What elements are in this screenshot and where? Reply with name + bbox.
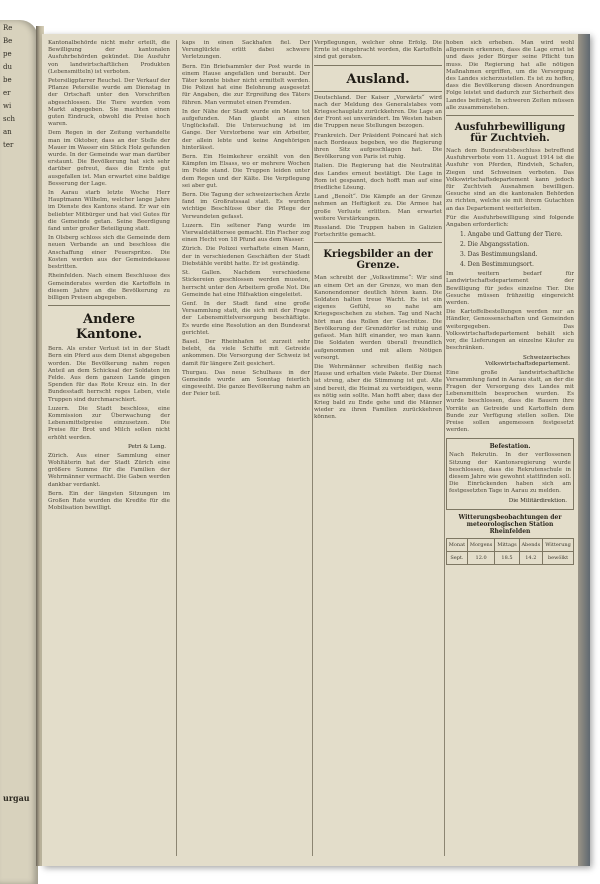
article-paragraph: Deutschland. Der Kaiser „Vorwärts“ wird nach der Meldung des Generalstabes vom Kriegsschauplatz zurückkehren. Die Lage an der Front sei unverändert. Im Westen haben die Truppen neue Stellungen bezogen. [314, 94, 442, 130]
table-cell: 14.2 [519, 551, 542, 564]
article-paragraph: Im weitern bedarf für Landwirtschaftsdepartement der Bewilligung für jedes einzelne Tier. Die Gesuche müssen frühzeitig eingereicht werden. [446, 271, 574, 307]
weather-table-title: Witterungsbeobachtungen der meteorologischen Station Rheinfelden [458, 513, 562, 535]
article-paragraph: Für die Ausfuhrbewilligung sind folgende Angaben erforderlich: [446, 214, 574, 229]
left-frag: Re [3, 24, 13, 32]
article-paragraph: Basel. Der Rheinhafen ist zurzeit sehr belebt, da viele Schiffe mit Getreide ankommen. Die Versorgung der Schweiz ist damit für längere Zeit gesichert. [182, 338, 310, 367]
notice-title: Befestation. [489, 443, 531, 451]
column-rule [176, 40, 177, 856]
column-rule [444, 40, 445, 856]
left-page-edge [0, 20, 38, 884]
table-header: Witterung [543, 538, 574, 551]
article-paragraph: kaps in einen Sackhafen fiel. Der Verunglückte erlitt dabei schwere Verletzungen. [182, 40, 310, 61]
article-paragraph: Die Wehrmänner schreiben fleißig nach Hause und erhalten viele Pakete. Der Dienst ist streng, aber die Stimmung ist gut. Alle sind bereit, die Heimat zu verteidigen, wenn es nötig sein sollte. Man hofft aber, dass der Krieg bald zu Ende gehe und die Männer wieder zu ihren Familien zurückkehren können. [314, 363, 442, 421]
article-paragraph: Thurgau. Das neue Schulhaus in der Gemeinde wurde am Sonntag feierlich eingeweiht. Die ganze Bevölkerung nahm an der Feier teil. [182, 369, 310, 398]
table-header: Monat [447, 538, 468, 551]
notice-box [446, 438, 574, 509]
article-paragraph: Nach dem Bundesratsbeschluss betreffend Ausfuhrverbote vom 11. August 1914 ist die Ausfuhr von Pferden, Rindvieh, Schafen, Ziegen und Schweinen verboten. Das Volkswirtschaftsdepartement kann jedoch für Zuchtvieh Ausnahmen bewilligen. Gesuche sind an die kantonalen Behörden zu richten, welche sie mit ihrem Gutachten an das Departement weiterleiten. [446, 148, 574, 212]
notice-text: Nach Rekrutin. In der verflossenen Sitzung der Kantonsregierung wurde beschlossen, dass die Rekrutenschule in diesem Jahre wie gewohnt stattfinden soll. Die Einrückenden haben sich am festgesetzten Tage in Aarau zu melden. [449, 452, 571, 495]
article-paragraph: Verpflegungen, welcher ohne Erfolg. Die Ernte ist eingebracht worden, die Kartoffeln sind gut geraten. [314, 40, 442, 61]
section-headline: Ausfuhrbewilligung für Zuchtvieh. [454, 122, 566, 145]
left-frag: an [3, 128, 12, 136]
article-paragraph: In Aarau starb letzte Woche Herr Hauptmann Wilhelm, welcher lange Jahre im Dienste des Kantons stand. Er war ein beliebter Mitbürger und hat viel Gutes für die Gemeinde getan. Seine Beerdigung fand unter großer Beteiligung statt. [48, 190, 170, 233]
article-paragraph: Petersiligpfarrer Reuchel. Der Verkauf der Pflanze Petersilie wurde am Dienstag in der Ortschaft unter den Vorschriften abgeschlossen. Die Tiere wurden vom Markt abgegeben. Sie machten einen guten Eindruck, obwohl die Preise hoch waren. [48, 78, 170, 128]
left-frag: be [3, 76, 12, 84]
table-header: Morgens [467, 538, 494, 551]
article-paragraph: Bern. Die Tagung der schweizerischen Ärzte fand im Großratssaal statt. Es wurden wichtige Beschlüsse über die Pflege der Verwundeten gefasst. [182, 192, 310, 220]
table-cell: 12.0 [467, 551, 494, 564]
article-paragraph: Die Kartoffelbestellungen werden nur an Händler, Genossenschaften und Gemeinden weitergegeben. Das Volkswirtschaftsdepartement behält sich vor, die Lieferungen an einzelne Käufer zu beschränken. [446, 309, 574, 352]
left-frag: sch [3, 115, 16, 123]
left-frag: ter [3, 141, 14, 149]
section-headline: Andere Kantone. [75, 312, 143, 343]
newspaper-page [42, 34, 590, 866]
article-paragraph: Bern. Ein der längsten Sitzungen im Großen Rate wurden die Kredite für die Mobilisation bewilligt. [48, 490, 170, 512]
table-header: Mittags [495, 538, 519, 551]
article-signature: Petri & Leng. [127, 443, 166, 450]
article-paragraph: Italien. Die Regierung hat die Neutralität des Landes erneut bestätigt. Die Lage in Rom ist gespannt, doch hofft man auf eine friedliche Lösung. [314, 163, 442, 192]
article-paragraph: Luzern. Die Stadt beschloss, eine Kommission zur Überwachung der Lebensmittelpreise einzusetzen. Die Preise für Brot und Milch sollen nicht erhöht werden. [48, 405, 170, 441]
article-paragraph: Eine große landwirtschaftliche Versammlung fand in Aarau statt, an der die Fragen der Versorgung des Landes mit Lebensmitteln besprochen wurden. Es wurde beschlossen, dass die Bauern ihre Vorräte an Getreide und Kartoffeln dem Bunde zur Verfügung stellen sollen. Die Preise sollen angemessen festgesetzt werden. [446, 369, 574, 434]
table-cell: bewölkt [543, 551, 574, 564]
table-cell: 18.5 [495, 551, 519, 564]
article-paragraph: Bern. Als erster Verlust ist in der Stadt Bern ein Pferd aus dem Dienst abgegeben worden. Die Bevölkerung nahm regen Anteil an dem Schicksal der Soldaten im Felde. Aus dem ganzen Lande gingen Spenden für das Rote Kreuz ein. In der Bundesstadt herrscht reges Leben, viele Truppen sind durchmarschiert. [48, 346, 170, 403]
article-paragraph: Land „Benoît“. Die Kämpfe an der Grenze nehmen an Heftigkeit zu. Die Armee hat große Verluste erlitten. Man erwartet weitere Verstärkungen. [314, 194, 442, 222]
column-1 [48, 40, 170, 860]
table-header: Abends [519, 538, 542, 551]
list-item: 3. Das Bestimmungsland. [460, 251, 538, 259]
left-frag: pe [3, 50, 12, 58]
article-paragraph: Bern. Ein Heimkehrer erzählt von den Kämpfen im Elsass, wo er mehrere Wochen im Felde stand. Die Truppen leiden unter dem Regen und der Kälte. Die Verpflegung sei aber gut. [182, 154, 310, 189]
table-cell: Sept. [447, 551, 468, 564]
article-paragraph: Man schreibt der „Volksstimme“: Wir sind an einem Ort an der Grenze, wo man den Kanonendonner deutlich hören kann. Die Soldaten halten treue Wacht. Es ist ein eigenes Gefühl, so nahe am Kriegsgeschehen zu stehen. Tag und Nacht hört man das Rollen der Geschütze. Die Bevölkerung der Grenzdörfer ist ruhig und gefasst. Man hilft einander, wo man kann. Die Soldaten werden überall freundlich aufgenommen und mit allem Nötigen versorgt. [314, 275, 442, 361]
divider [314, 91, 442, 92]
article-paragraph: Rheinfelden. Nach einem Beschlusse des Gemeinderates werden die Kartoffeln in diesem Jahre an die Bevölkerung zu billigen Preisen abgegeben. [48, 273, 170, 301]
divider [446, 115, 574, 116]
left-frag: wi [3, 102, 12, 110]
divider [48, 305, 170, 306]
notice-signature: Die Militärdirektion. [508, 497, 567, 504]
article-paragraph: Genf. In der Stadt fand eine große Versammlung statt, die sich mit der Frage der Lebensmittelversorgung beschäftigte. Es wurde eine Resolution an den Bundesrat gerichtet. [182, 300, 310, 336]
list-item: 4. Den Bestimmungsort. [460, 261, 534, 269]
article-paragraph: St. Gallen. Nachdem verschiedene Stickereien geschlossen werden mussten, herrscht unter den Arbeitern große Not. Die Gemeinde hat eine Hilfsaktion eingeleitet. [182, 270, 310, 298]
weather-table [446, 538, 574, 565]
article-paragraph: hoben sich erheben. Man wird wohl allgemein erkennen, dass die Lage ernst ist und dass jeder Bürger seine Pflicht tun muss. Die Regierung hat alle nötigen Maßnahmen ergriffen, um die Versorgung des Landes sicherzustellen. Es ist zu hoffen, dass die Bevölkerung diesen Anordnungen Folge leistet und dadurch zur Sicherheit des Landes beiträgt. In schweren Zeiten müssen alle zusammenstehen. [446, 40, 574, 111]
article-paragraph: Bern. Ein Briefsammler der Post wurde in einem Hause angefallen und beraubt. Der Täter konnte bisher nicht ermittelt werden. Die Polizei hat eine Belohnung ausgesetzt für Angaben, die zur Ergreifung des Täters führen. Man vermutet einen Fremden. [182, 63, 310, 106]
article-paragraph: In Olsberg schloss sich die Gemeinde dem neuen Verbande an und beschloss die Anschaffung einer Feuerspritze. Die Kosten werden aus der Gemeindekasse bestritten. [48, 235, 170, 271]
section-headline: Kriegsbilder an der Grenze. [323, 249, 433, 272]
list-item: 1. Angabe und Gattung der Tiere. [460, 231, 563, 239]
article-paragraph: In der Nähe der Stadt wurde ein Mann tot aufgefunden. Man glaubt an einen Unglücksfall. Die Untersuchung ist im Gange. Der Verstorbene war ein Arbeiter, der allein lebte und keine Angehörigen hinterlässt. [182, 108, 310, 151]
article-paragraph: Russland. Die Truppen haben in Galizien Fortschritte gemacht. [314, 225, 442, 239]
left-header: urgau [3, 793, 30, 803]
article-signature: Schweizerisches Volkswirtschaftsdepartement. [485, 354, 570, 367]
left-frag: Be [3, 37, 13, 45]
article-paragraph: Kantonalbehörde nicht mehr erteilt, die Bewilligung der kantonalen Ausfuhrbehörden gekündet. Die Ausfuhr von landwirtschaftlichen Produkten (Lebensmitteln) ist verboten. [48, 40, 170, 75]
left-frag: er [3, 89, 11, 97]
article-paragraph: Dem Regen in der Zeitung verhandelte man im Oktober, dass an der Stelle der Mauer im Wasser ein Stück Holz gefunden wurde. In der Gemeinde war man darüber erstaunt. Die Bevölkerung hat sich sehr darüber gefreut, dass die Ernte gut ausgefallen ist. Man erwartet eine baldige Besserung der Lage. [48, 130, 170, 187]
article-paragraph: Zürich. Die Polizei verhaftete einen Mann, der in verschiedenen Geschäften der Stadt Diebstähle verübt hatte. Er ist geständig. [182, 246, 310, 267]
list-item: 2. Die Abgangsstation. [460, 241, 529, 249]
divider [314, 65, 442, 66]
column-2 [182, 40, 310, 860]
section-headline: Ausland. [346, 71, 410, 87]
column-4 [446, 40, 574, 860]
binding-edge [578, 34, 590, 866]
divider [314, 242, 442, 243]
article-paragraph: Luzern. Ein seltener Fang wurde im Vierwaldstättersee gemacht. Ein Fischer zog einen Hecht von 18 Pfund aus dem Wasser. [182, 222, 310, 244]
column-rule [312, 40, 313, 856]
column-3 [314, 40, 442, 860]
left-frag: du [3, 63, 12, 71]
article-paragraph: Zürich. Aus einer Sammlung einer Wohltäterin hat der Stadt Zürich eine größere Summe für die Familien der Wehrmänner vermacht. Die Gaben werden dankbar verdankt. [48, 452, 170, 488]
article-paragraph: Frankreich. Der Präsident Poincaré hat sich nach Bordeaux begeben, wo die Regierung ihren Sitz aufgeschlagen hat. Die Bevölkerung von Paris ist ruhig. [314, 132, 442, 161]
